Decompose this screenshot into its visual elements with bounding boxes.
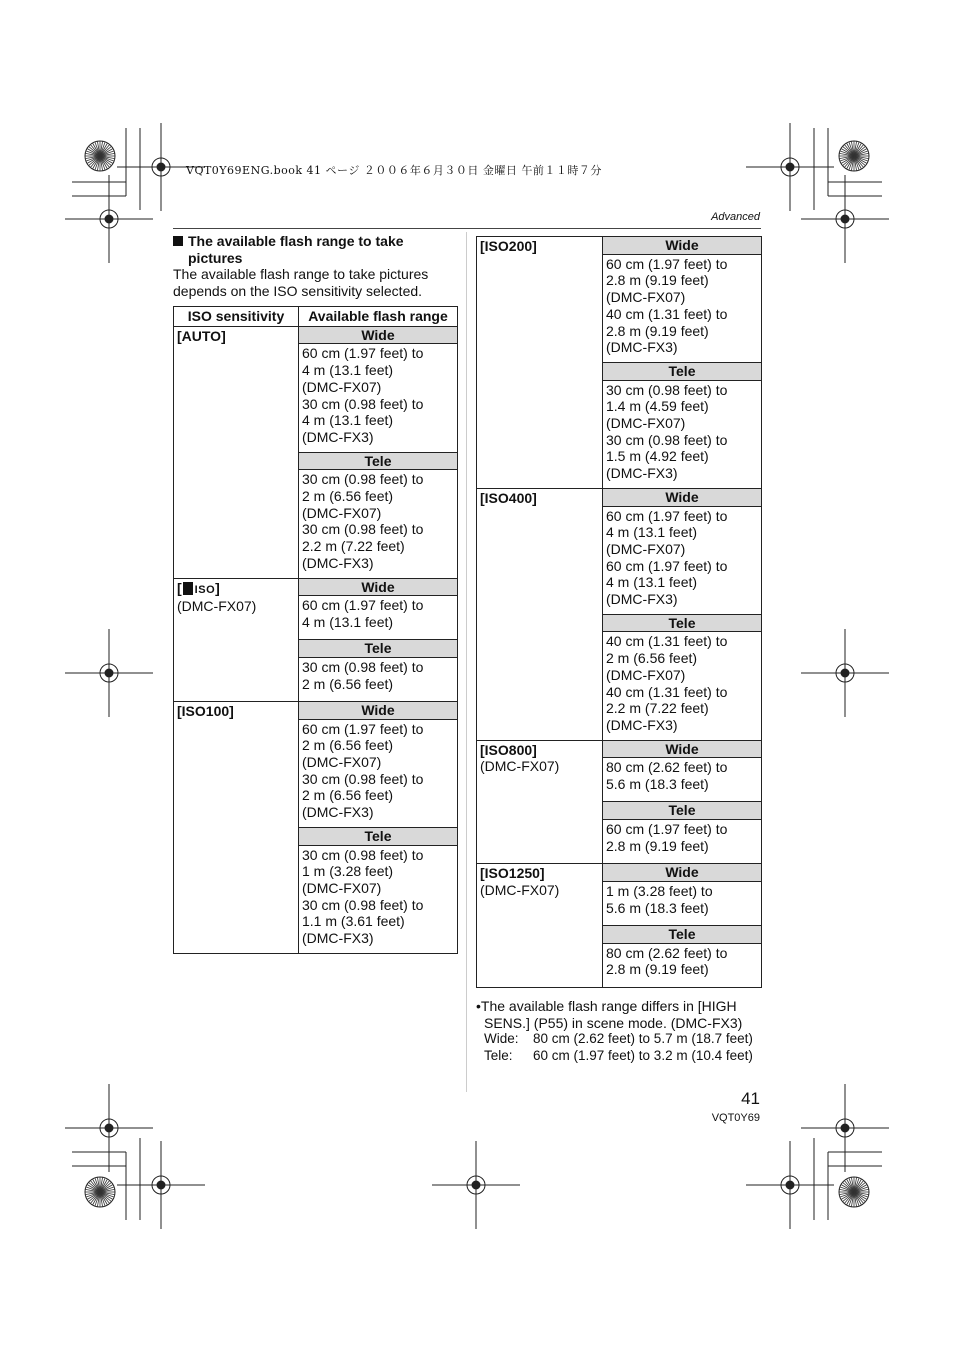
- iso-cell: [ISO800] (DMC-FX07): [477, 740, 603, 863]
- note-bullet: •The available flash range differs in [HIGH SENS.] (P55) in scene mode. (DMC-FX3): [476, 998, 743, 1031]
- wide-range: 1 m (3.28 feet) to 5.6 m (18.3 feet): [603, 881, 762, 925]
- header-iso-sensitivity: ISO sensitivity: [174, 307, 299, 327]
- table-row: [477, 237, 762, 255]
- tele-label: Tele: [603, 362, 762, 380]
- table-row: [174, 326, 458, 344]
- wide-range: 60 cm (1.97 feet) to 2.8 m (9.19 feet) (DMC-FX07) 40 cm (1.31 feet) to 2.8 m (9.19 feet) (DMC-FX3): [603, 254, 762, 362]
- tele-range: 30 cm (0.98 feet) to 2 m (6.56 feet) (DMC-FX07) 30 cm (0.98 feet) to 2.2 m (7.22 feet) (DMC-FX3): [299, 470, 458, 578]
- iso-cell: [ISO1250] (DMC-FX07): [477, 864, 603, 987]
- rosette-mark: [839, 1177, 869, 1207]
- table-row: [174, 701, 458, 719]
- crosshair-mark: [801, 629, 889, 717]
- tele-range: 30 cm (0.98 feet) to 1 m (3.28 feet) (DMC-FX07) 30 cm (0.98 feet) to 1.1 m (3.61 feet) (DMC-FX3): [299, 845, 458, 953]
- document-code: VQT0Y69: [711, 1112, 760, 1124]
- flash-range-table-right: [476, 236, 762, 988]
- intelligent-iso-icon: [183, 582, 193, 595]
- wide-label: Wide: [603, 237, 762, 255]
- wide-range: 60 cm (1.97 feet) to 4 m (13.1 feet): [299, 596, 458, 640]
- iso-cell: [ISO100]: [174, 701, 299, 953]
- crosshair-mark: [746, 1141, 834, 1229]
- table-row: [477, 740, 762, 758]
- wide-label: Wide: [299, 701, 458, 719]
- iso-cell: [ISO400]: [477, 488, 603, 740]
- tele-range: 40 cm (1.31 feet) to 2 m (6.56 feet) (DMC-FX07) 40 cm (1.31 feet) to 2.2 m (7.22 feet) (DMC-FX3): [603, 632, 762, 740]
- intro-body: The available flash range to take pictures depends on the ISO sensitivity selected.: [173, 266, 429, 299]
- iso-cell: [ ISO] (DMC-FX07): [174, 578, 299, 701]
- wide-range: 60 cm (1.97 feet) to 2 m (6.56 feet) (DMC-FX07) 30 cm (0.98 feet) to 2 m (6.56 feet) (DMC-FX3): [299, 719, 458, 827]
- tele-range: 30 cm (0.98 feet) to 2 m (6.56 feet): [299, 657, 458, 701]
- header-flash-range: Available flash range: [299, 307, 458, 327]
- flash-range-table-left: [173, 306, 458, 954]
- tele-range: 80 cm (2.62 feet) to 2.8 m (9.19 feet): [603, 943, 762, 987]
- note-wide-row: Wide: 80 cm (2.62 feet) to 5.7 m (18.7 feet): [484, 1031, 753, 1047]
- iso-cell: [ISO200]: [477, 237, 603, 489]
- square-bullet-icon: [173, 236, 183, 246]
- rosette-mark: [85, 1177, 115, 1207]
- header-rule: [173, 228, 761, 229]
- column-divider: [466, 232, 467, 1092]
- wide-range: 60 cm (1.97 feet) to 4 m (13.1 feet) (DMC-FX07) 30 cm (0.98 feet) to 4 m (13.1 feet) (DMC-FX3): [299, 344, 458, 452]
- section-label: Advanced: [711, 211, 760, 223]
- wide-label: Wide: [603, 864, 762, 882]
- wide-range: 80 cm (2.62 feet) to 5.6 m (18.3 feet): [603, 758, 762, 802]
- wide-range: 60 cm (1.97 feet) to 4 m (13.1 feet) (DMC-FX07) 60 cm (1.97 feet) to 4 m (13.1 feet) (DMC-FX3): [603, 506, 762, 614]
- bullet-icon: •: [476, 998, 481, 1014]
- wide-label: Wide: [299, 578, 458, 596]
- print-info: VQT0Y69ENG.book 41 ページ ２００６年６月３０日 金曜日 午前１１時７分: [186, 164, 602, 177]
- crosshair-mark: [746, 123, 834, 211]
- note: [476, 998, 766, 1064]
- table-row: [477, 488, 762, 506]
- tele-label: Tele: [299, 640, 458, 658]
- wide-label: Wide: [603, 488, 762, 506]
- intro: [173, 233, 458, 299]
- crosshair-mark: [117, 1141, 205, 1229]
- tele-label: Tele: [603, 802, 762, 820]
- wide-label: Wide: [299, 326, 458, 344]
- tele-label: Tele: [603, 925, 762, 943]
- rosette-mark: [85, 141, 115, 171]
- tele-range: 60 cm (1.97 feet) to 2.8 m (9.19 feet): [603, 820, 762, 864]
- crosshair-mark: [65, 629, 153, 717]
- table-row: [477, 864, 762, 882]
- note-tele-row: Tele: 60 cm (1.97 feet) to 3.2 m (10.4 feet): [484, 1047, 753, 1063]
- section-heading: The available flash range to take pictures: [173, 233, 458, 266]
- wide-label: Wide: [603, 740, 762, 758]
- iso-cell: [AUTO]: [174, 326, 299, 578]
- page-number: 41: [741, 1089, 760, 1108]
- crosshair-mark: [432, 1141, 520, 1229]
- tele-range: 30 cm (0.98 feet) to 1.4 m (4.59 feet) (DMC-FX07) 30 cm (0.98 feet) to 1.5 m (4.92 feet) (DMC-FX3): [603, 380, 762, 488]
- tele-label: Tele: [603, 614, 762, 632]
- tele-label: Tele: [299, 452, 458, 470]
- table-row: [174, 578, 458, 596]
- tele-label: Tele: [299, 827, 458, 845]
- table-header-row: [174, 307, 458, 327]
- rosette-mark: [839, 141, 869, 171]
